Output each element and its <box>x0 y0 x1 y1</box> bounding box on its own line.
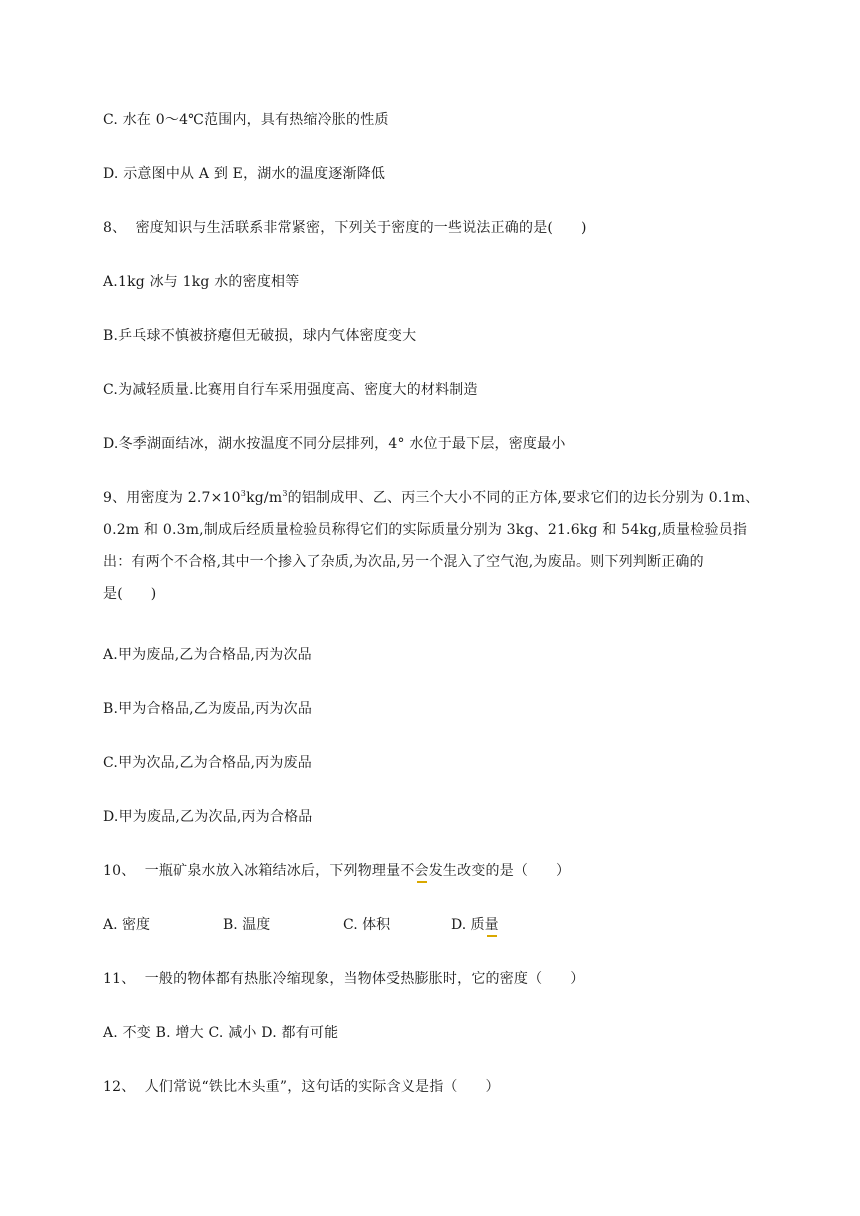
q9-option-b: B.甲为合格品,乙为废品,丙为次品 <box>103 701 313 717</box>
q8-option-d: D.冬季湖面结冰，湖水按温度不同分层排列，4° 水位于最下层，密度最小 <box>103 436 566 452</box>
q11-options: A. 不变 B. 增大 C. 减小 D. 都有可能 <box>103 1025 339 1041</box>
q7-option-c: C. 水在 0～4℃范围内，具有热缩冷胀的性质 <box>103 112 389 128</box>
q9-option-d: D.甲为废品,乙为次品,丙为合格品 <box>103 809 313 825</box>
q10-stem-after: 发生改变的是（ ） <box>428 863 571 879</box>
q10-option-d <box>451 915 499 935</box>
q9-stem-part1: 9、用密度为 2.7×10 <box>103 490 241 506</box>
q9-exponent-1: 3 <box>240 489 247 498</box>
q10-stem <box>103 861 570 881</box>
q12-stem: 12、 人们常说“铁比木头重”，这句话的实际含义是指（ ） <box>103 1079 500 1095</box>
q9-stem-line2: 0.2m 和 0.3m,制成后经质量检验员称得它们的实际质量分别为 3kg、21.6kg 和 54kg,质量检验员指 <box>103 522 748 538</box>
q7-option-d: D. 示意图中从 A 到 E，湖水的温度逐渐降低 <box>103 166 386 182</box>
q9-option-c: C.甲为次品,乙为合格品,丙为废品 <box>103 755 312 771</box>
q10-option-c: C. 体积 <box>343 917 391 933</box>
q10-option-d-text: D. 质 <box>451 917 485 933</box>
q10-option-d-emphasis: 量 <box>484 917 499 933</box>
q9-stem-line3: 出：有两个不合格,其中一个掺入了杂质,为次品,另一个混入了空气泡,为废品。则下列判断正确的 <box>103 554 704 570</box>
q10-emphasis-mark: 会 <box>414 863 429 879</box>
q8-stem: 8、 密度知识与生活联系非常紧密，下列关于密度的一些说法正确的是( ) <box>103 220 587 236</box>
q8-option-a: A.1kg 冰与 1kg 水的密度相等 <box>103 274 300 290</box>
q10-stem-before: 10、 一瓶矿泉水放入冰箱结冰后，下列物理量不 <box>103 863 415 879</box>
q9-stem-line4: 是( ) <box>103 586 157 602</box>
q11-stem: 11、 一般的物体都有热胀冷缩现象，当物体受热膨胀时，它的密度（ ） <box>103 971 585 987</box>
q10-option-a: A. 密度 <box>103 917 151 933</box>
q9-exponent-2: 3 <box>282 489 288 498</box>
q9-stem-line1 <box>103 488 759 508</box>
q9-stem-part2: kg/m <box>246 490 283 506</box>
q10-option-b: B. 温度 <box>223 917 271 933</box>
q9-stem-part3: 的铝制成甲、乙、丙三个大小不同的正方体,要求它们的边长分别为 0.1m、 <box>287 490 760 506</box>
q8-option-b: B.乒乓球不慎被挤瘪但无破损，球内气体密度变大 <box>103 328 417 344</box>
q8-option-c: C.为减轻质量.比赛用自行车采用强度高、密度大的材料制造 <box>103 382 478 398</box>
q9-option-a: A.甲为废品,乙为合格品,丙为次品 <box>103 647 312 663</box>
